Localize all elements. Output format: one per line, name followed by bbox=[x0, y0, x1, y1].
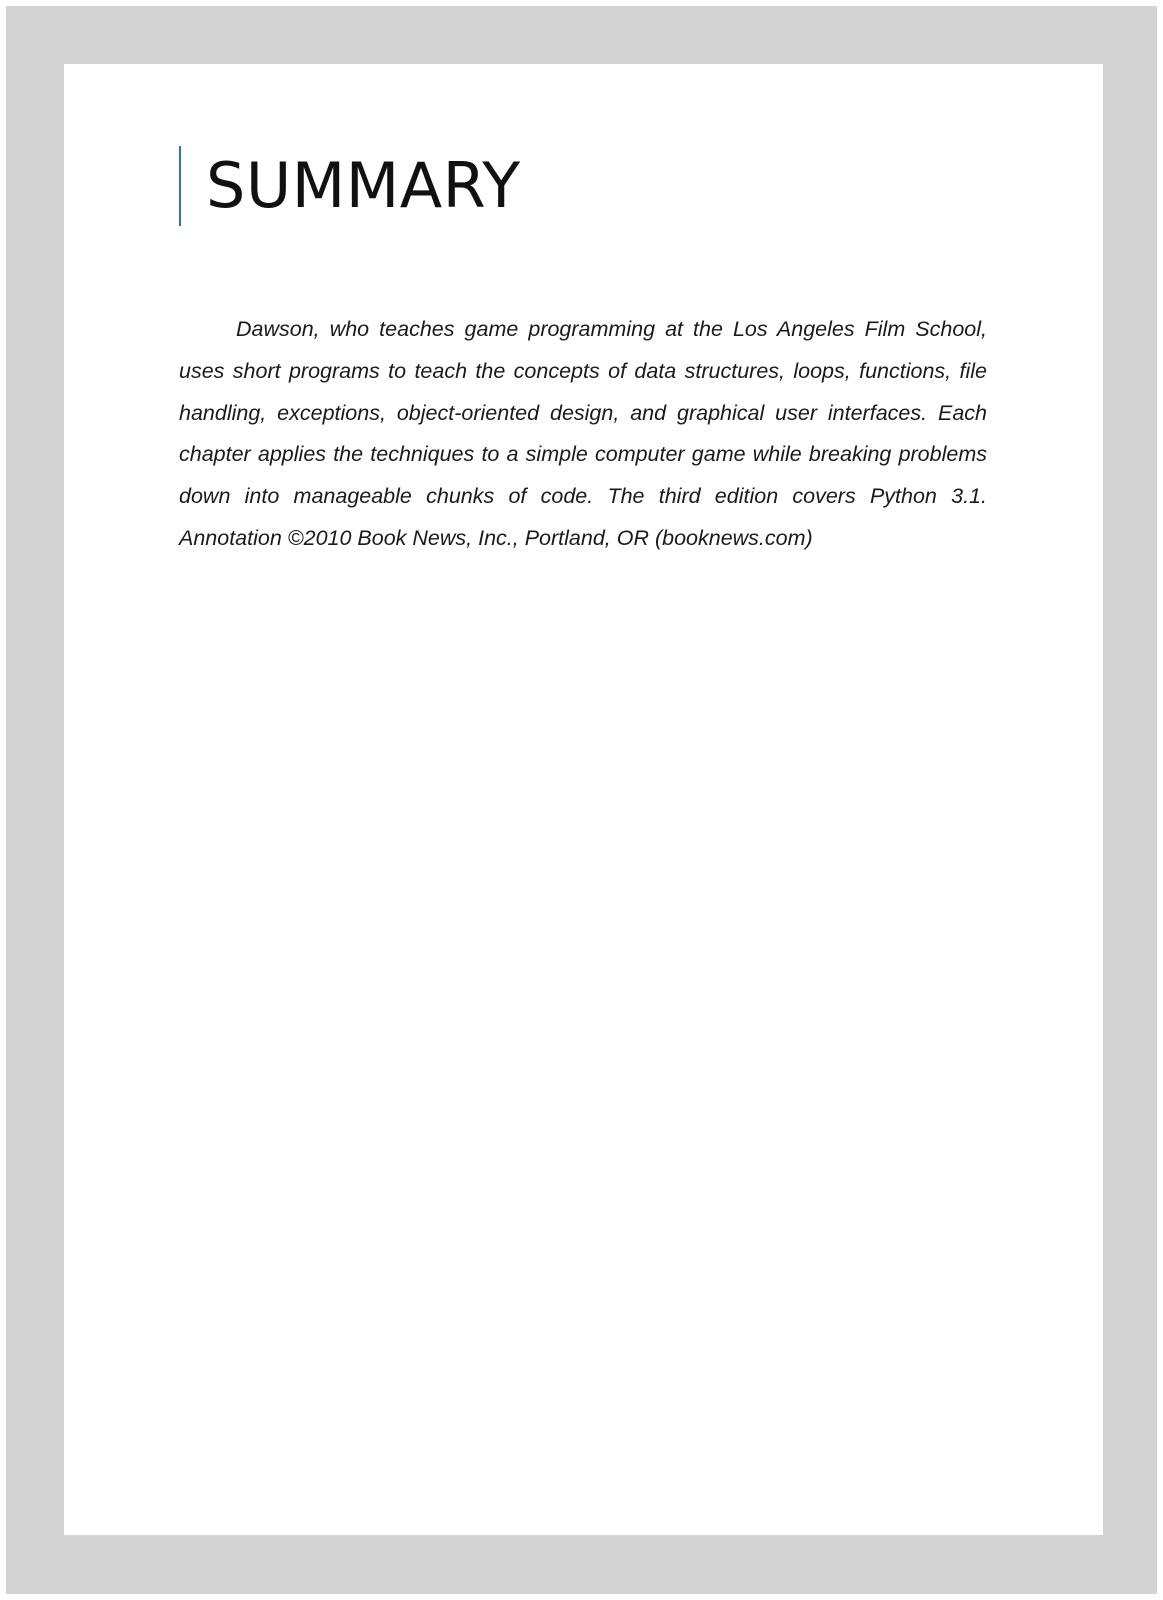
heading-accent-bar bbox=[179, 146, 521, 226]
document-viewer bbox=[6, 6, 1157, 1594]
summary-paragraph: Dawson, who teaches game programming at the Los Angeles Film School, uses short programs to teach the concepts of data structures, loops, functions, file handling, exceptions, object-oriented design, and graphical user interfaces. Each chapter applies the techniques to a simple computer game while breaking problems down into manageable chunks of code. The third edition covers Python 3.1. Annotation ©2010 Book News, Inc., Portland, OR (booknews.com) bbox=[179, 317, 987, 550]
document-page bbox=[64, 64, 1103, 1535]
page-title: SUMMARY bbox=[206, 149, 521, 222]
